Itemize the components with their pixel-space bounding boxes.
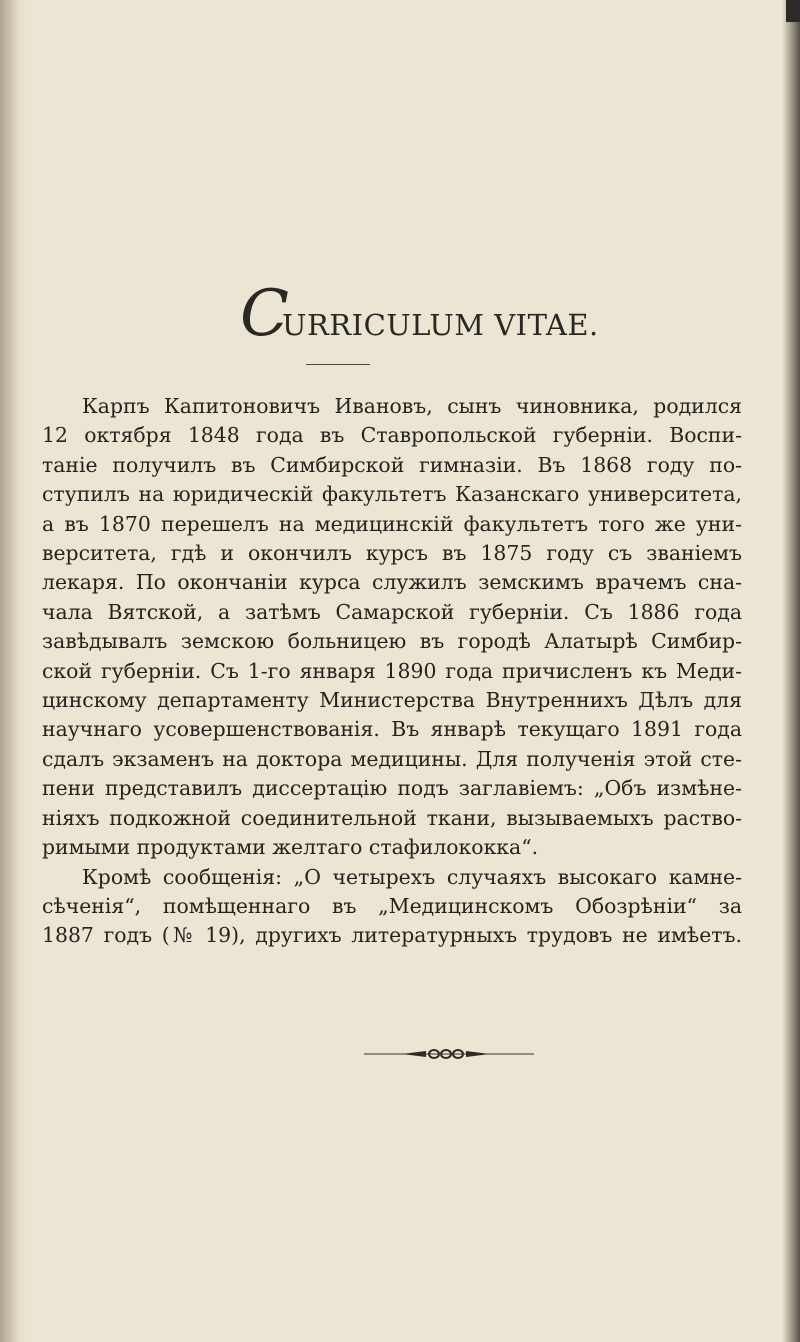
page-title <box>240 277 599 372</box>
title-underline <box>306 364 370 365</box>
title-text: URRICULUM VITAE. <box>282 308 599 342</box>
text-line: сѣченія“, помѣщеннаго въ „Медицинскомъ Обозрѣніи“ за <box>42 893 742 918</box>
text-line: 1887 годъ (№ 19), другихъ литературныхъ трудовъ не имѣетъ. <box>42 923 742 948</box>
title-initial: C <box>240 277 289 351</box>
text-line: пени представилъ диссертацію подъ заглавіемъ: „Объ измѣне- <box>42 776 742 801</box>
paragraph-1 <box>42 392 742 863</box>
text-line: ніяхъ подкожной соединительной ткани, вызываемыхъ раство- <box>42 805 742 830</box>
page-right-edge <box>782 0 800 1342</box>
text-line: сдалъ экзаменъ на доктора медицины. Для полученія этой сте- <box>42 746 742 771</box>
page-left-edge <box>0 0 26 1342</box>
text-line: таніе получилъ въ Симбирской гимназіи. Въ 1868 году по- <box>42 452 742 477</box>
text-line: Карпъ Капитоновичъ Ивановъ, сынъ чиновника, родился <box>82 394 742 418</box>
paragraph-2 <box>42 863 742 951</box>
text-line: лекаря. По окончаніи курса служилъ земскимъ врачемъ сна- <box>42 570 742 595</box>
text-line: цинскому департаменту Министерства Внутреннихъ Дѣлъ для <box>42 688 742 713</box>
text-line: ступилъ на юридическій факультетъ Казанскаго университета, <box>42 482 742 507</box>
text-line: чала Вятской, а затѣмъ Самарской губерніи. Съ 1886 года <box>42 599 742 624</box>
biography-text <box>42 392 742 951</box>
text-line: ской губерніи. Съ 1-го января 1890 года причисленъ къ Меди- <box>42 658 742 683</box>
text-line: верситета, гдѣ и окончилъ курсъ въ 1875 году съ званіемъ <box>42 541 742 566</box>
text-line: римыми продуктами желтаго стафилококка“. <box>42 835 539 860</box>
text-line: Кромѣ сообщенія: „О четырехъ случаяхъ высокаго камне- <box>82 864 742 889</box>
decorative-rule-icon <box>364 1048 534 1060</box>
text-line: научнаго усовершенствованія. Въ январѣ текущаго 1891 года <box>42 717 742 742</box>
text-line: завѣдывалъ земскою больницею въ городѣ Алатырѣ Симбир- <box>42 629 742 654</box>
text-line: 12 октября 1848 года въ Ставропольской губерніи. Воспи- <box>42 423 742 448</box>
page-corner <box>786 0 800 22</box>
text-line: а въ 1870 перешелъ на медицинскій факультетъ того же уни- <box>42 511 742 536</box>
